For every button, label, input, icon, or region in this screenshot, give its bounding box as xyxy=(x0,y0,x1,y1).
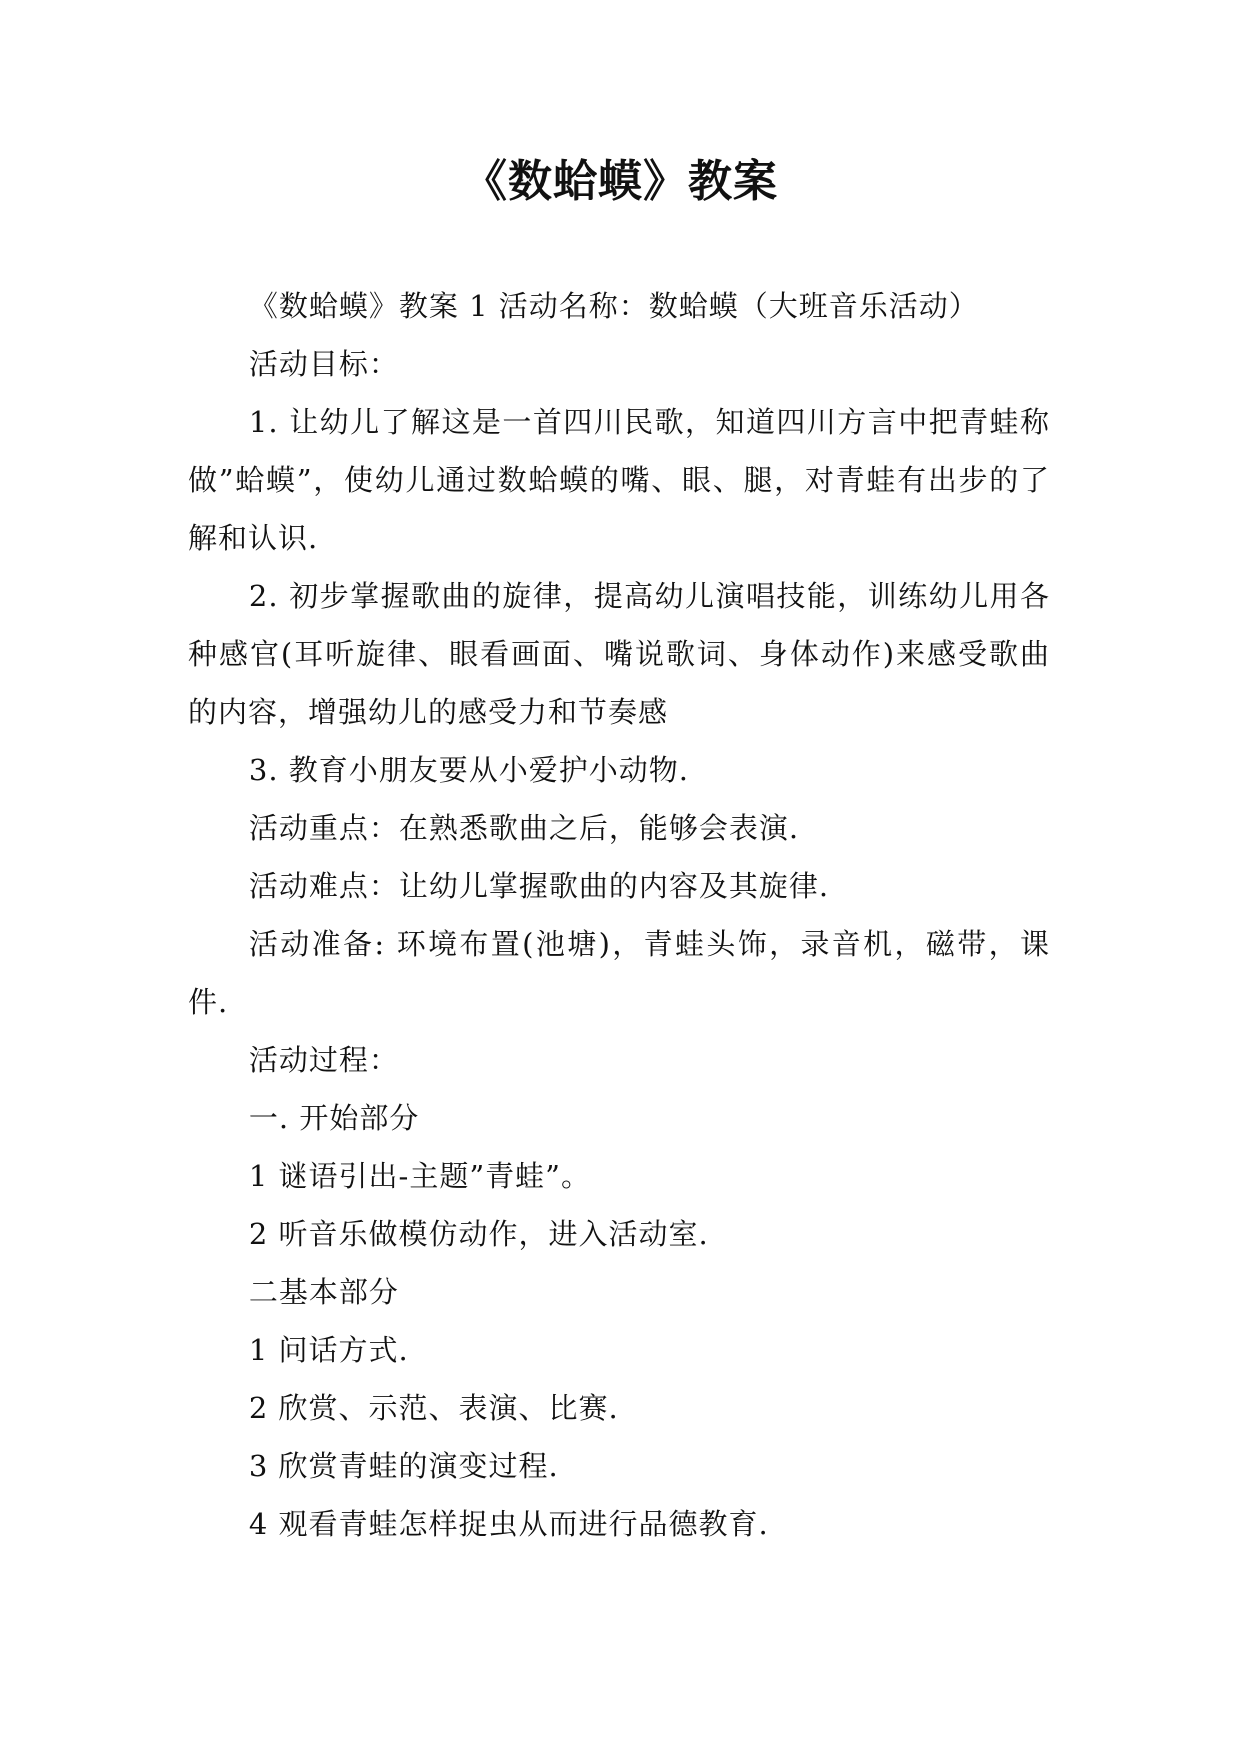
paragraph-step-2-1: 1 问话方式. xyxy=(248,1333,409,1367)
paragraph-difficulty: 活动难点：让幼儿掌握歌曲的内容及其旋律. xyxy=(248,869,830,903)
paragraph-section-1: 一. 开始部分 xyxy=(248,1101,420,1135)
paragraph-step-2-3: 3 欣赏青蛙的演变过程. xyxy=(248,1449,559,1483)
paragraph-step-1-2: 2 听音乐做模仿动作，进入活动室. xyxy=(248,1217,709,1251)
paragraph-process-heading: 活动过程： xyxy=(248,1043,399,1077)
paragraph-step-2-2: 2 欣赏、示范、表演、比赛. xyxy=(248,1391,619,1425)
paragraph-goal-2: 2. 初步掌握歌曲的旋律，提高幼儿演唱技能，训练幼儿用各种感官(耳听旋律、眼看画面、嘴说歌词、身体动作)来感受歌曲的内容，增强幼儿的感受力和节奏感 xyxy=(188,579,1050,729)
paragraph-goals-heading: 活动目标： xyxy=(248,347,399,381)
paragraph-step-2-4: 4 观看青蛙怎样捉虫从而进行品德教育. xyxy=(248,1507,769,1541)
paragraph-goal-3: 3. 教育小朋友要从小爱护小动物. xyxy=(248,753,689,787)
document-body xyxy=(188,277,1050,1553)
paragraph-section-2: 二基本部分 xyxy=(248,1275,399,1309)
paragraph-preparation: 活动准备: 环境布置(池塘)，青蛙头饰，录音机，磁带，课件. xyxy=(188,927,1050,1019)
paragraph-step-1-1: 1 谜语引出-主题”青蛙”。 xyxy=(248,1159,592,1193)
paragraph-key-point: 活动重点：在熟悉歌曲之后，能够会表演. xyxy=(248,811,800,845)
paragraph-activity-name: 《数蛤蟆》教案 1 活动名称：数蛤蟆（大班音乐活动） xyxy=(248,289,979,323)
document-title: 《数蛤蟆》教案 xyxy=(463,156,778,207)
paragraph-goal-1: 1. 让幼儿了解这是一首四川民歌，知道四川方言中把青蛙称做”蛤蟆”，使幼儿通过数蛤蟆的嘴、眼、腿，对青蛙有出步的了解和认识. xyxy=(188,405,1050,555)
